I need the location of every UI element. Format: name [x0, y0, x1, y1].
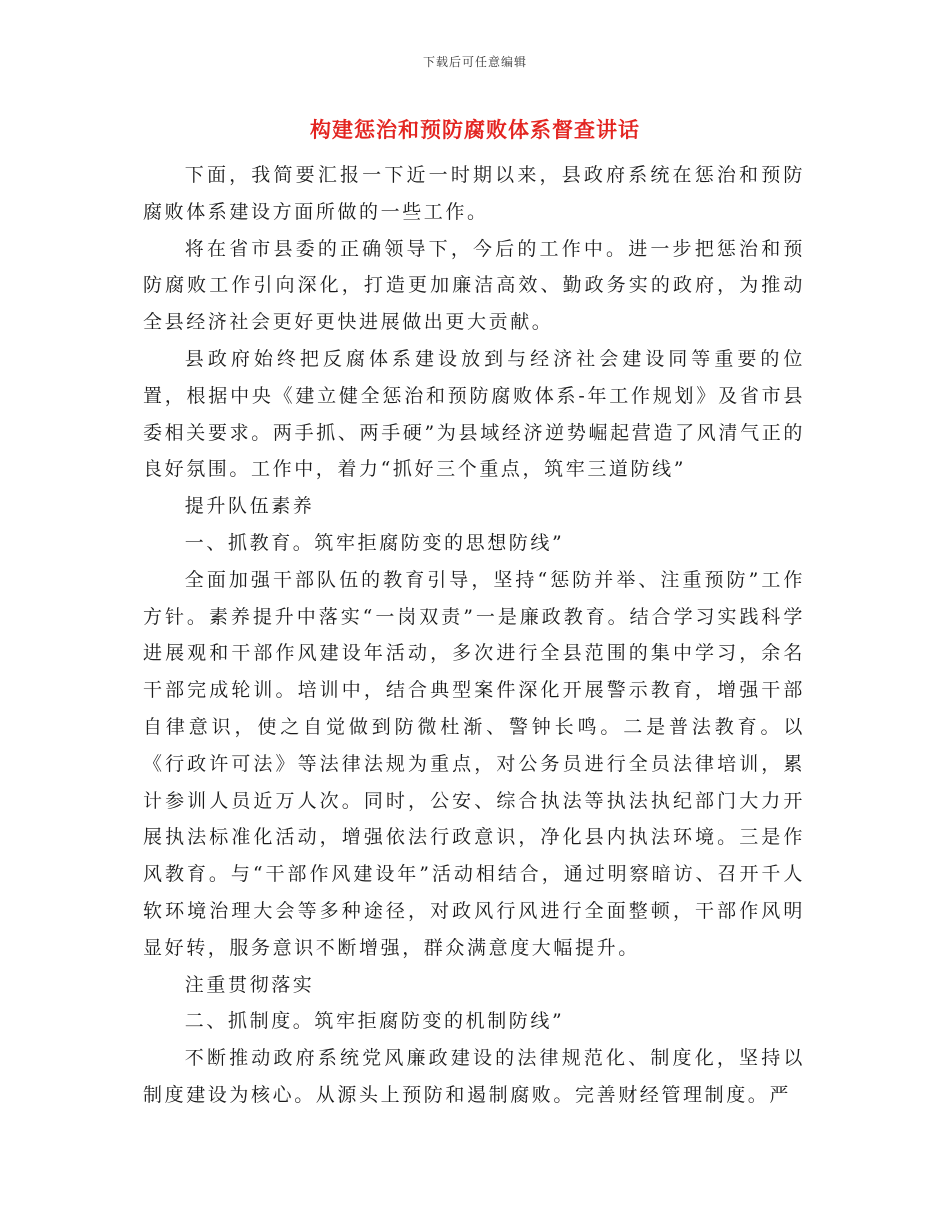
paragraph-education: 全面加强干部队伍的教育引导，坚持“惩防并举、注重预防”工作方针。素养提升中落实“一岗双责”一是廉政教育。结合学习实践科学进展观和干部作风建设年活动，多次进行全县范围的集中学习，余名干部完成轮训。培训中，结合典型案件深化开展警示教育，增强干部自律意识，使之自觉做到防微杜渐、警钟长鸣。二是普法教育。以《行政许可法》等法律法规为重点，对公务员进行全员法律培训，累计参训人员近万人次。同时，公安、综合执法等执法执纪部门大力开展执法标准化活动，增强依法行政意识，净化县内执法环境。三是作风教育。与“干部作风建设年”活动相结合，通过明察暗访、召开千人软环境治理大会等多种途径，对政风行风进行全面整顿，干部作风明显好转，服务意识不断增强，群众满意度大幅提升。	[143, 568, 805, 959]
paragraph-overview: 县政府始终把反腐体系建设放到与经济社会建设同等重要的位置，根据中央《建立健全惩治和预防腐败体系-年工作规划》及省市县委相关要求。两手抓、两手硬”为县域经济逆势崛起营造了风清气正的良好氛围。工作中，着力“抓好三个重点，筑牢三道防线”	[143, 347, 805, 481]
paragraph-outlook: 将在省市县委的正确领导下，今后的工作中。进一步把惩治和预防腐败工作引向深化，打造更加廉洁高效、勤政务实的政府，为推动全县经济社会更好更快进展做出更大贡献。	[143, 237, 805, 334]
paragraph-intro: 下面，我简要汇报一下近一时期以来，县政府系统在惩治和预防腐败体系建设方面所做的一些工作。	[143, 164, 805, 223]
section-heading-quality: 提升队伍素养	[184, 495, 315, 518]
section-heading-system: 二、抓制度。筑牢拒腐防变的机制防线”	[184, 1010, 565, 1033]
document-body	[143, 157, 805, 1114]
header-note: 下载后可任意编辑	[422, 55, 527, 69]
paragraph-system: 不断推动政府系统党风廉政建设的法律规范化、制度化，坚持以制度建设为核心。从源头上预防和遏制腐败。完善财经管理制度。严	[143, 1047, 805, 1106]
document-title: 构建惩治和预防腐败体系督查讲话	[310, 117, 640, 142]
section-heading-implementation: 注重贯彻落实	[184, 973, 315, 996]
section-heading-education: 一、抓教育。筑牢拒腐防变的思想防线”	[184, 531, 565, 554]
